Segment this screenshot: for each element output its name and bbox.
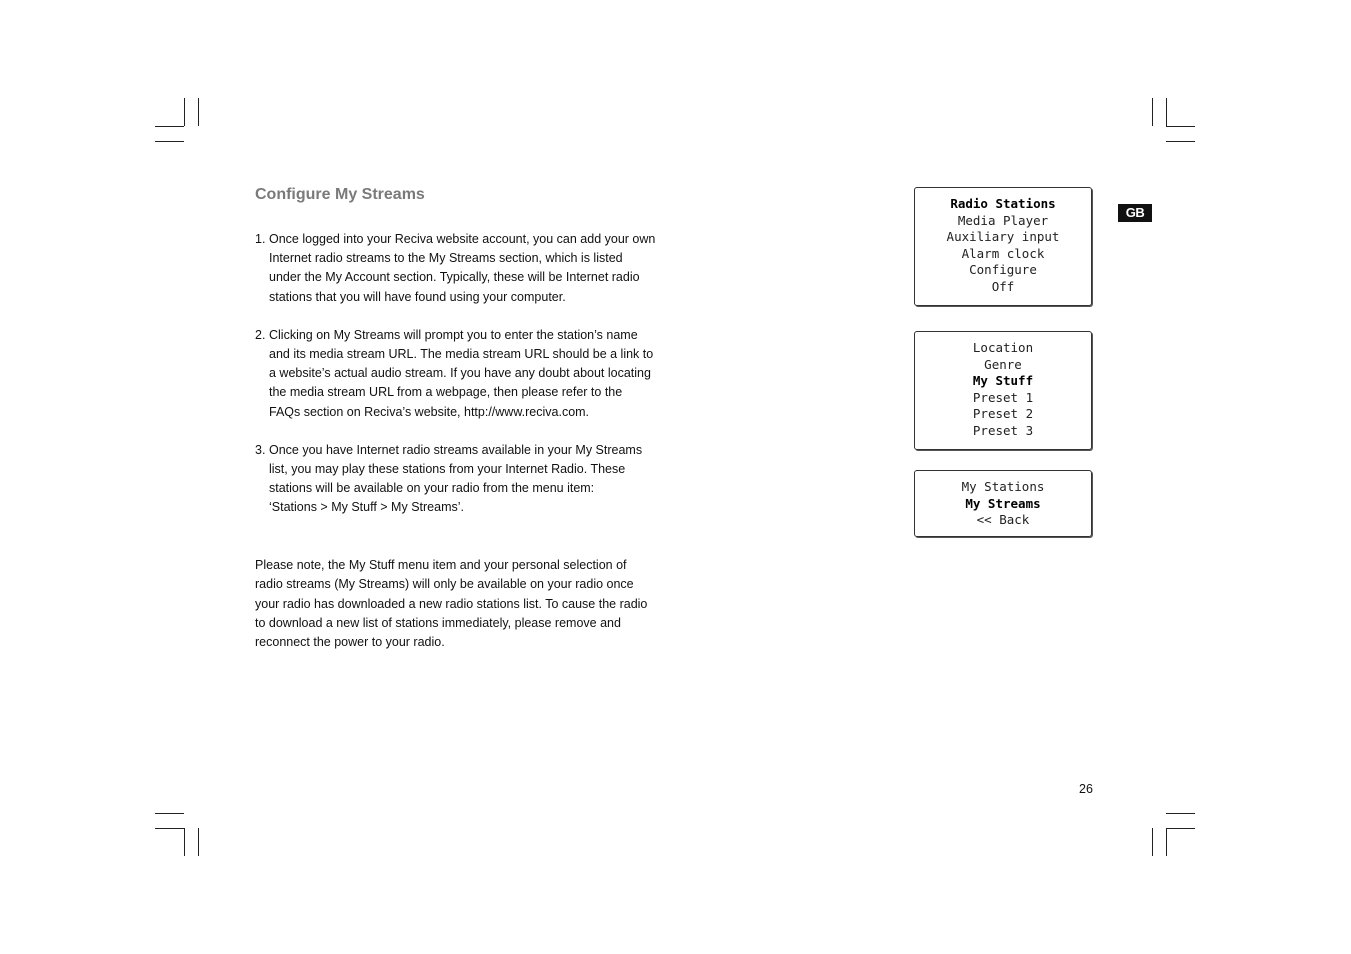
menu-row: Alarm clock: [961, 245, 1045, 261]
menu-row: Preset 3: [972, 422, 1034, 438]
crop-mark: [1166, 813, 1195, 814]
list-item: [255, 326, 685, 422]
step-text-line: list, you may play these stations from your Internet Radio. These: [269, 462, 626, 477]
crop-mark: [155, 141, 184, 142]
page-number: 26: [1079, 782, 1093, 796]
menu-row-selected: My Stuff: [972, 373, 1034, 389]
menu-row: Location: [972, 340, 1034, 355]
display-main-menu: [914, 187, 1092, 306]
menu-row: Preset 2: [972, 406, 1034, 422]
step-number: 3.: [255, 442, 266, 457]
step-text-line: ‘Stations > My Stuff > My Streams’.: [269, 500, 464, 515]
crop-mark: [155, 813, 184, 814]
note-text-line: radio streams (My Streams) will only be available on your radio once: [255, 577, 634, 592]
menu-row: Genre: [984, 356, 1022, 372]
step-text-line: Once logged into your Reciva website account, you can add your own: [269, 232, 656, 246]
crop-mark: [1152, 98, 1153, 126]
list-item: [255, 230, 685, 307]
crop-mark: [184, 828, 185, 856]
crop-mark: [1152, 828, 1153, 856]
display-stations-menu: [914, 331, 1092, 450]
step-number: 2.: [255, 327, 266, 342]
menu-row-selected: My Streams: [965, 495, 1041, 511]
note-paragraph: [255, 556, 675, 652]
crop-mark: [1166, 141, 1195, 142]
note-text-line: reconnect the power to your radio.: [255, 635, 445, 650]
step-text-line: and its media stream URL. The media stream URL should be a link to: [269, 347, 654, 362]
step-text-line: Once you have Internet radio streams available in your My Streams: [269, 442, 643, 457]
menu-row: Media Player: [957, 212, 1049, 228]
menu-row-selected: Radio Stations: [950, 196, 1056, 211]
step-text-line: Clicking on My Streams will prompt you to enter the station’s name: [269, 327, 638, 342]
crop-mark: [198, 98, 199, 126]
note-text-line: your radio has downloaded a new radio stations list. To cause the radio: [255, 596, 648, 611]
menu-row: Off: [991, 278, 1015, 294]
list-item: [255, 441, 685, 518]
step-number: 1.: [255, 232, 266, 246]
crop-mark: [198, 828, 199, 856]
steps-list: [255, 230, 685, 537]
step-text-line: the media stream URL from a webpage, then please refer to the: [269, 385, 623, 400]
menu-row: Auxiliary input: [946, 229, 1060, 245]
step-text-line: a website’s actual audio stream. If you have any doubt about locating: [269, 366, 651, 381]
menu-row: Preset 1: [972, 389, 1034, 405]
crop-mark: [184, 98, 185, 126]
step-text-line: stations will be available on your radio from the menu item:: [269, 481, 595, 496]
step-text-line: Internet radio streams to the My Streams section, which is listed: [269, 251, 623, 266]
note-text-line: to download a new list of stations immediately, please remove and: [255, 615, 621, 630]
menu-row: My Stations: [961, 479, 1045, 494]
note-text-line: Please note, the My Stuff menu item and your personal selection of: [255, 558, 627, 572]
section-title: Configure My Streams: [255, 186, 425, 203]
display-my-stuff-menu: [914, 470, 1092, 537]
step-text-line: under the My Account section. Typically, these will be Internet radio: [269, 270, 640, 285]
crop-mark: [1166, 126, 1195, 127]
step-text-line: stations that you will have found using your computer.: [269, 289, 566, 304]
crop-mark: [1166, 828, 1195, 829]
step-text-line: FAQs section on Reciva’s website, http://www.reciva.com.: [269, 404, 590, 419]
crop-mark: [155, 828, 184, 829]
language-badge: GB: [1118, 204, 1152, 222]
crop-mark: [155, 126, 184, 127]
crop-mark: [1166, 98, 1167, 126]
menu-row: Configure: [969, 262, 1037, 278]
menu-row: << Back: [976, 512, 1030, 528]
crop-mark: [1166, 828, 1167, 856]
